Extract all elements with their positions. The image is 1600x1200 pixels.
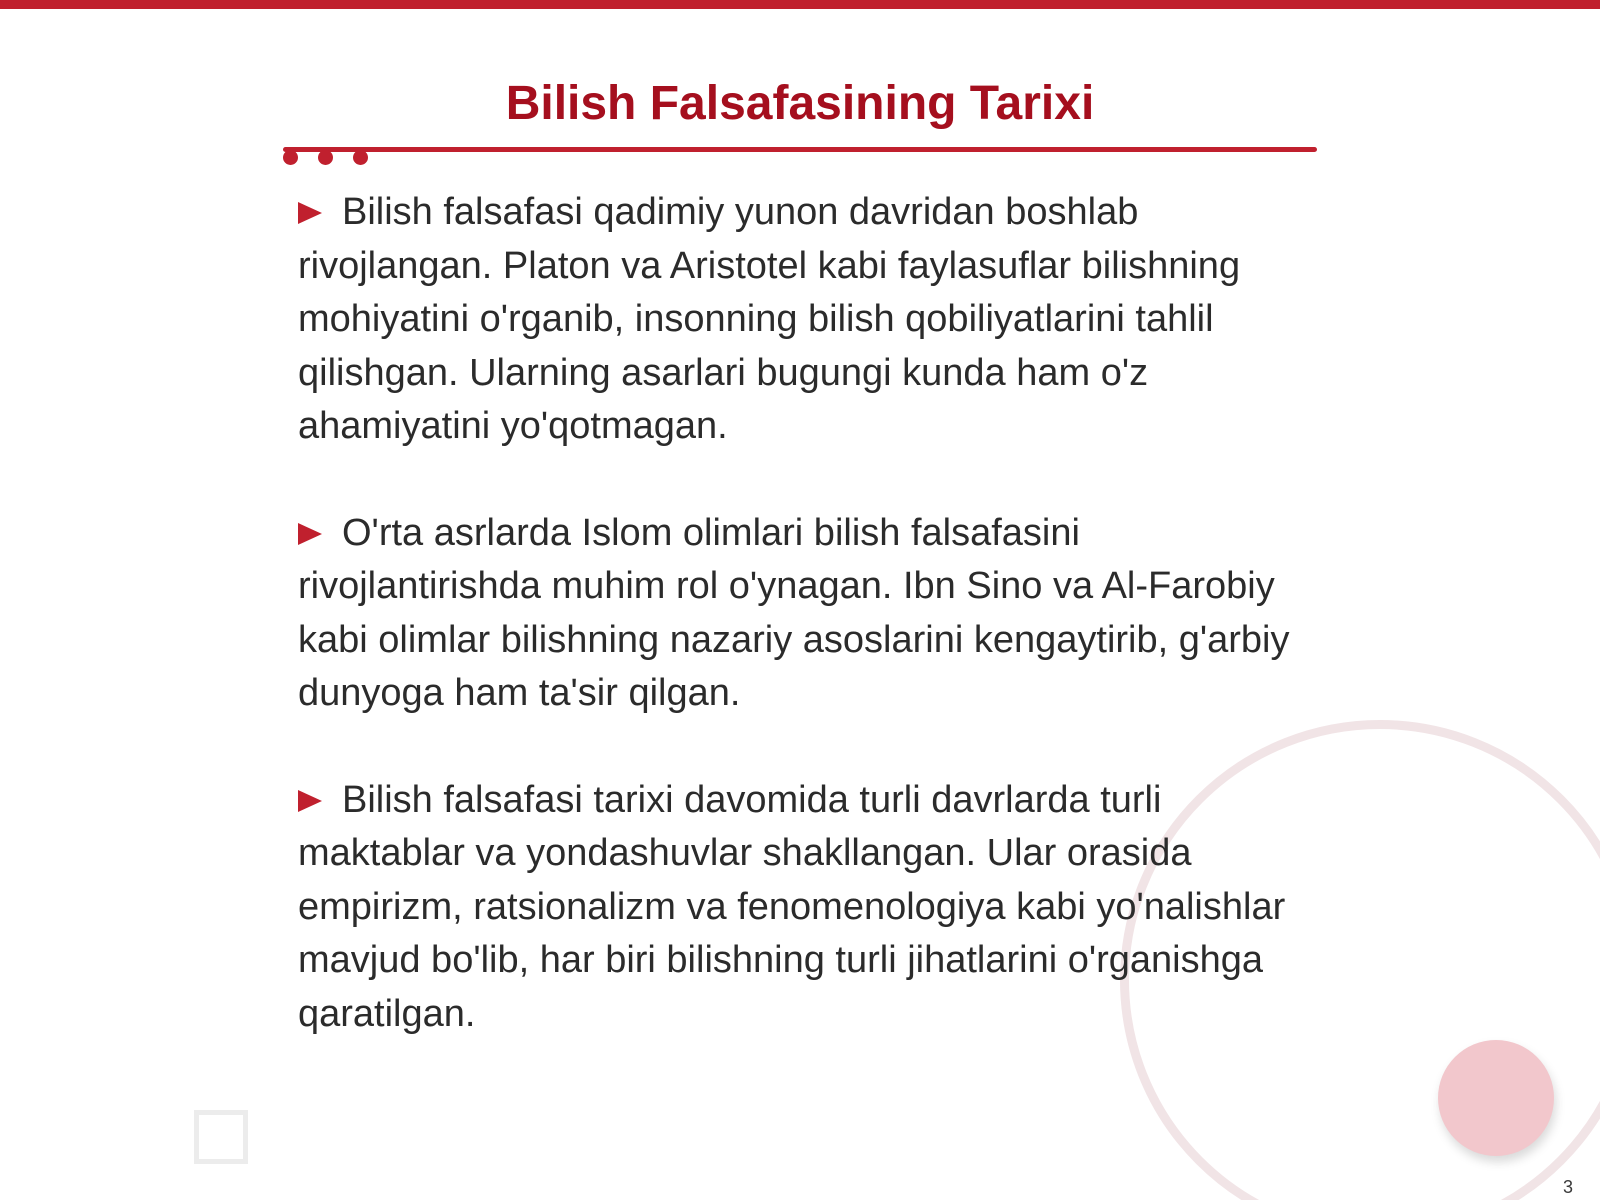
triangle-right-icon xyxy=(298,523,322,545)
triangle-right-icon xyxy=(298,202,322,224)
decor-dot-1 xyxy=(283,150,298,165)
bullet-text-2: O'rta asrlarda Islom olimlari bilish falsafasini rivojlantirishda muhim rol o'ynagan. Ibn Sino va Al-Farobiy kabi olimlar bilishning nazariy asoslarini kengaytirib, g'arbiy dunyoga ham ta'sir qilgan. xyxy=(298,511,1290,714)
bullet-item-1 xyxy=(298,186,1308,454)
decor-dot-2 xyxy=(318,150,333,165)
bullet-list xyxy=(298,186,1308,1094)
decor-pink-circle xyxy=(1438,1040,1554,1156)
decor-dot-3 xyxy=(353,150,368,165)
bullet-item-2 xyxy=(298,507,1308,721)
top-accent-bar xyxy=(0,0,1600,9)
page-number: 3 xyxy=(1562,1177,1573,1197)
bullet-text-3: Bilish falsafasi tarixi davomida turli davrlarda turli maktablar va yondashuvlar shakllangan. Ular orasida empirizm, ratsionalizm va fenomenologiya kabi yo'nalishlar mavjud bo'lib, har biri bilishning turli jihatlarini o'rganishga qaratilgan. xyxy=(298,778,1286,1035)
triangle-right-icon xyxy=(298,790,322,812)
bullet-item-3 xyxy=(298,774,1308,1042)
slide-title: Bilish Falsafasining Tarixi xyxy=(505,77,1095,130)
bullet-text-1: Bilish falsafasi qadimiy yunon davridan boshlab rivojlangan. Platon va Aristotel kabi faylasuflar bilishning mohiyatini o'rganib, insonning bilish qobiliyatlarini tahlil qilishgan. Ularning asarlari bugungi kunda ham o'z ahamiyatini yo'qotmagan. xyxy=(298,191,1241,447)
decor-square-outline xyxy=(194,1110,248,1164)
title-underline xyxy=(283,147,1317,152)
